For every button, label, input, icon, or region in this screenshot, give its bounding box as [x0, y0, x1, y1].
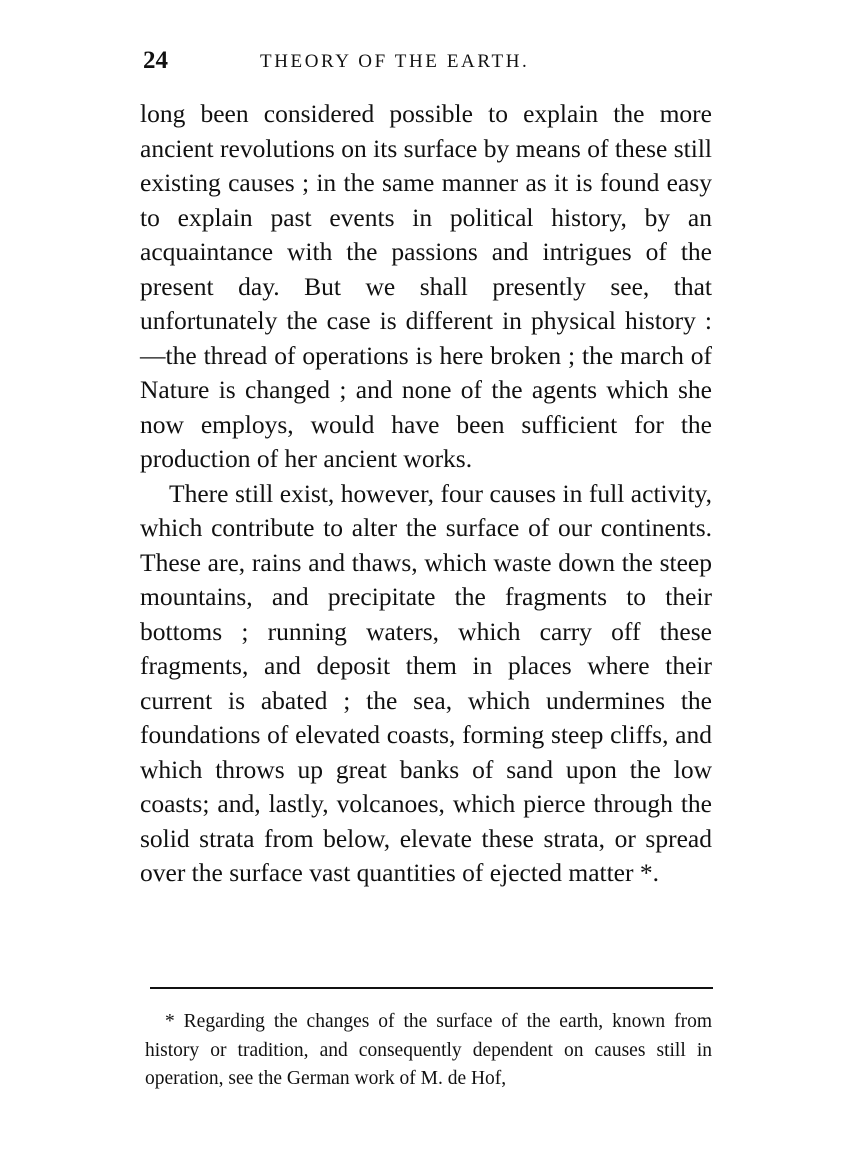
running-head: [140, 46, 712, 76]
body-text: [140, 97, 712, 891]
page-number: 24: [143, 47, 168, 74]
running-title: THEORY OF THE EARTH.: [260, 51, 530, 72]
paragraph-continued: long been considered possible to explain the more ancient revolutions on its surface by means of these still existing causes ; in the same manner as it is found easy to explain past events in political history, by an acquaintance with the passions and intrigues of the present day. But we shall presently see, that unfortunately the case is different in physical history :—the thread of operations is here broken ; the march of Nature is changed ; and none of the agents which she now employs, would have been sufficient for the production of her ancient works.: [140, 99, 712, 473]
footnote-text: * Regarding the changes of the surface of the earth, known from history or tradition, and consequently dependent on causes still in operation, see the German work of M. de Hof,: [145, 1011, 712, 1089]
paragraph: There still exist, however, four causes in full activity, which contribute to alter the surface of our continents. These are, rains and thaws, which waste down the steep mountains, and precipitate the fragments to their bottoms ; running waters, which carry off these fragments, and deposit them in places where their current is abated ; the sea, which undermines the foundations of elevated coasts, forming steep cliffs, and which throws up great banks of sand upon the low coasts; and, lastly, volcanoes, which pierce through the solid strata from below, elevate these strata, or spread over the surface vast quantities of ejected matter *.: [140, 478, 712, 887]
footnote-divider: [150, 987, 713, 989]
footnote: [145, 1008, 712, 1094]
